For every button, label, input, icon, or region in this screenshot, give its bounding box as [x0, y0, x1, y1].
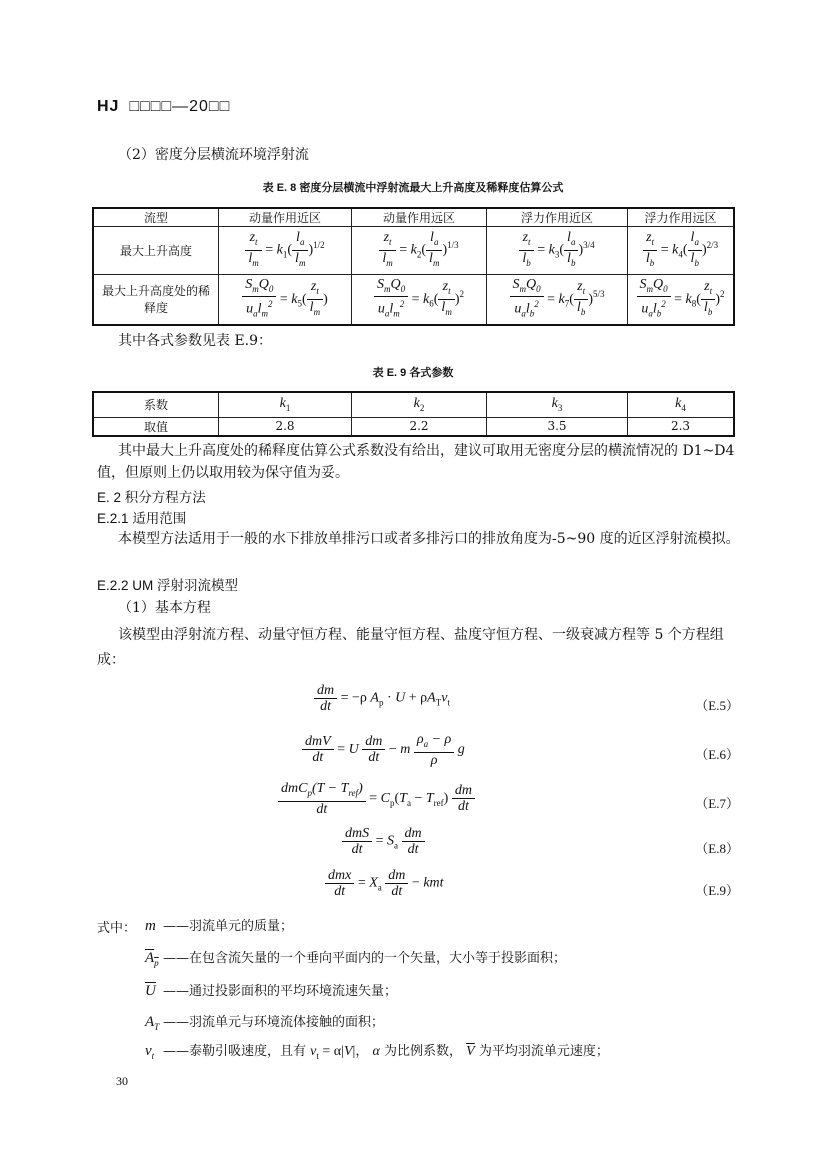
definition-ap: $A_p$ ——在包含流矢量的一个垂向平面内的一个矢量，大小等于投影面积；	[145, 950, 567, 968]
formula-cell: $\frac{S_mQ_0}{u_al_m^2}$ = $k_5$( $\frac{z_t}{l_m}$ )	[219, 275, 352, 325]
equation-label: （E.7）	[695, 796, 739, 811]
equation-e5: $\frac{dm}{dt}$ = −ρ $A_p \cdot U + \rho A_Tv_t$ （E.5）	[0, 683, 826, 727]
paragraph-model: 该模型由浮射流方程、动量守恒方程、能量守恒方程、盐度守恒方程、一级衰减方程等 5 个方程组成：	[97, 627, 724, 668]
standard-prefix: HJ	[97, 98, 120, 115]
table-header-cell: 浮力作用远区	[628, 208, 735, 227]
table-e9-caption: 表 E. 9 各式参数	[372, 367, 454, 379]
coefficient-k4: $k_4$	[628, 392, 735, 417]
section-e2-heading: E. 2 积分方程方法	[97, 490, 206, 505]
table-header-cell: 浮力作用近区	[487, 208, 628, 227]
table-header-cell: 流型	[93, 208, 219, 227]
definition-text: ——通过投影面积的平均环境流速矢量；	[163, 984, 398, 999]
row-label-dilution: 最大上升高度处的稀释度	[93, 275, 219, 325]
where-label: 式中：	[97, 921, 137, 936]
formula-cell: $\frac{S_mQ_0}{u_al_b^2}$ = $k_7$( $\frac{z_t}{l_b}$ )$^{5/3}$	[487, 275, 628, 325]
table-e8	[92, 207, 735, 326]
definition-text: ——羽流单元的质量；	[163, 919, 294, 934]
definition-at: $A_T$ ——羽流单元与环境流体接触的面积；	[145, 1014, 385, 1032]
coefficient-label: 系数	[93, 392, 219, 417]
definition-text: ——在包含流矢量的一个垂向平面内的一个矢量，大小等于投影面积；	[163, 951, 567, 966]
formula-cell: $\frac{z_t}{l_b}$ = $k_3$( $\frac{l_a}{l_b}$ )$^{3/4}$	[487, 227, 628, 275]
standard-code: □□□□—20□□	[129, 98, 231, 115]
equation-e9: $\frac{\text{dmx}}{dt}$ = $X_a$ $\frac{dm}{dt}$ − kmt （E.9）	[0, 868, 826, 912]
paragraph-scope: 本模型方法适用于一般的水下排放单排污口或者多排污口的排放角度为-5~90 度的近区浮射流模拟。	[118, 531, 740, 547]
document-header	[97, 98, 230, 116]
table-cell: 2.2	[352, 417, 487, 436]
definition-text: 为平均羽流单元速度；	[478, 1044, 609, 1059]
row-label-max-height: 最大上升高度	[93, 227, 219, 275]
equation-label: （E.8）	[695, 841, 739, 856]
equation-e8: $\frac{\text{dmS}}{dt}$ = $S_a$ $\frac{dm}{dt}$ （E.8）	[0, 826, 826, 870]
table-row	[93, 417, 734, 436]
subsection-heading-2: （2）密度分层横流环境浮射流	[118, 147, 309, 163]
section-e22-heading: E.2.2 UM 浮射羽流模型	[97, 578, 239, 593]
page-number: 30	[116, 1074, 128, 1088]
definition-vt: $v_t$ ——泰勒引吸速度，且有 $v_t = \alpha|V|$， α 为比例系数， $\overline{V}$ 为平均羽流单元速度；	[145, 1043, 609, 1061]
table-cell: 2.3	[628, 417, 735, 436]
formula-cell: $\frac{z_t}{l_m}$ = $k_1$( $\frac{l_a}{l_m}$ )$^{1/2}$	[219, 227, 352, 275]
formula-cell: $\frac{S_mQ_0}{u_al_b^2}$ = $k_8$( $\frac{z_t}{l_b}$ )$^2$	[628, 275, 735, 325]
table-e8-caption: 表 E. 8 密度分层横流中浮射流最大上升高度及稀释度估算公式	[262, 182, 564, 194]
definition-text: 为比例系数，	[383, 1044, 462, 1059]
table-cell: 3.5	[487, 417, 628, 436]
formula-cell: $\frac{z_t}{l_m}$ = $k_2$( $\frac{l_a}{l_m}$ )$^{1/3}$	[352, 227, 487, 275]
definition-u: $\overline{U}$ ——通过投影面积的平均环境流速矢量；	[145, 983, 398, 999]
table-header-cell: 动量作用近区	[219, 208, 352, 227]
definition-m: m ——羽流单元的质量；	[145, 918, 294, 934]
formula-vt: $v_t = \alpha|V|$	[310, 1044, 356, 1061]
equation-label: （E.5）	[695, 698, 739, 713]
paragraph-note: 其中最大上升高度处的稀释度估算公式系数没有给出，建议可取用无密度分层的横流情况的 D1~D4 值，但原则上仍以取用较为保守值为妥。	[97, 443, 735, 481]
table-row	[93, 275, 734, 325]
table-row	[93, 208, 734, 227]
coefficient-k2: $k_2$	[352, 392, 487, 417]
params-intro: 其中各式参数见表 E.9：	[118, 333, 273, 349]
formula-cell: $\frac{S_mQ_0}{u_al_m^2}$ = $k_6$( $\frac{z_t}{l_m}$ )$^2$	[352, 275, 487, 325]
symbol-alpha: α	[372, 1044, 380, 1059]
table-header-cell: 动量作用远区	[352, 208, 487, 227]
formula-cell: $\frac{z_t}{l_b}$ = $k_4$( $\frac{l_a}{l_b}$ )$^{2/3}$	[628, 227, 735, 275]
equation-label: （E.9）	[695, 883, 739, 898]
definition-text: ，	[355, 1044, 369, 1059]
equation-e7: $\frac{dmC_p(T - T_{ref})}{dt}$ = $C_p(T_a - T_{ref})$ $\frac{dm}{dt}$ （E.7）	[0, 781, 826, 825]
table-row	[93, 227, 734, 275]
definition-text: ——泰勒引吸速度，且有	[163, 1044, 307, 1059]
section-e21-heading: E.2.1 适用范围	[97, 511, 187, 526]
definition-text: ——羽流单元与环境流体接触的面积；	[163, 1015, 385, 1030]
symbol-v: $\overline{V}$	[466, 1044, 475, 1059]
value-label: 取值	[93, 417, 219, 436]
table-cell: 2.8	[219, 417, 352, 436]
coefficient-k1: $k_1$	[219, 392, 352, 417]
table-e9	[92, 391, 735, 437]
equation-e6: $\frac{\text{dmV}}{dt}$ = U $\frac{dm}{dt}$ − m $\frac{\rho_a - \rho}{\rho}$ g （E.6）	[0, 732, 826, 776]
subsection-heading-1: （1）基本方程	[118, 600, 211, 616]
coefficient-k3: $k_3$	[487, 392, 628, 417]
equation-label: （E.6）	[695, 747, 739, 762]
table-row	[93, 392, 734, 417]
